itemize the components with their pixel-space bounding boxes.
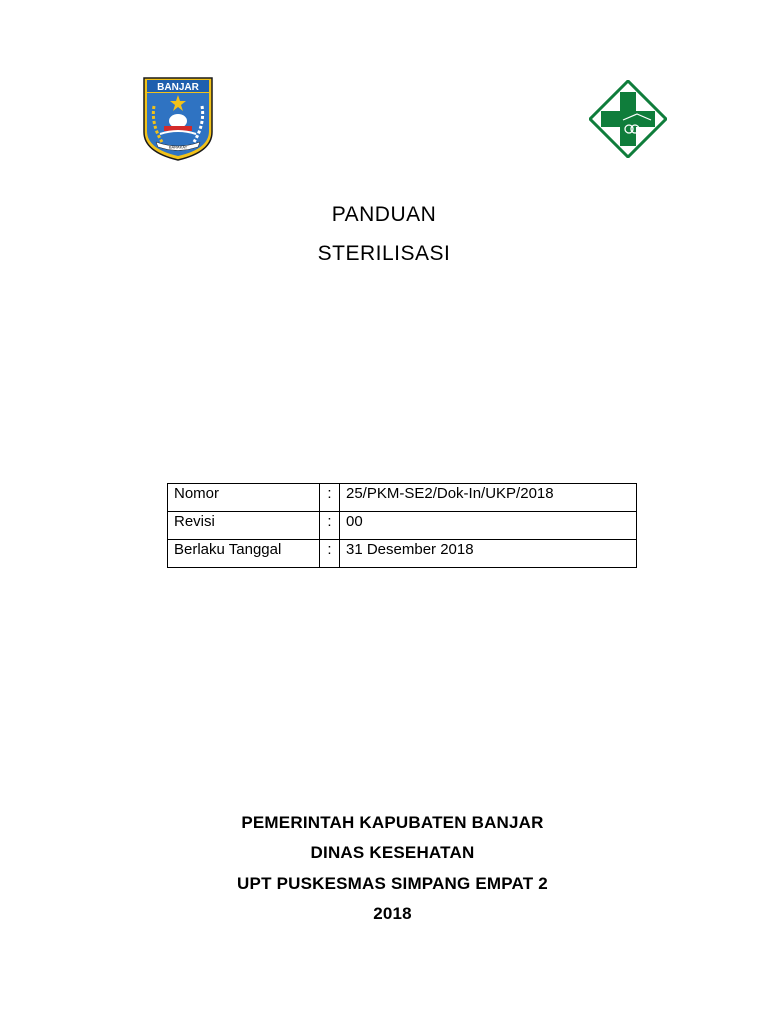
banjar-ribbon-text: BARAKAT bbox=[168, 144, 188, 150]
footer-department: DINAS KESEHATAN bbox=[310, 843, 475, 862]
meta-separator: : bbox=[320, 512, 340, 540]
meta-value-nomor: 25/PKM-SE2/Dok-In/UKP/2018 bbox=[340, 484, 637, 512]
health-cross-icon bbox=[589, 80, 667, 158]
kemenkes-logo bbox=[589, 80, 667, 158]
banjar-logo-text: BANJAR bbox=[157, 82, 199, 93]
footer-year: 2018 bbox=[373, 904, 412, 923]
meta-value-revisi: 00 bbox=[340, 512, 637, 540]
document-title-line1: PANDUAN bbox=[331, 203, 437, 226]
meta-separator: : bbox=[320, 540, 340, 568]
banjar-regency-logo bbox=[142, 76, 214, 162]
meta-label-revisi: Revisi bbox=[168, 512, 320, 540]
table-row bbox=[168, 512, 637, 540]
footer-puskesmas: UPT PUSKESMAS SIMPANG EMPAT 2 bbox=[237, 874, 548, 893]
table-row bbox=[168, 484, 637, 512]
meta-value-berlaku-tanggal: 31 Desember 2018 bbox=[340, 540, 637, 568]
table-row bbox=[168, 540, 637, 568]
meta-label-berlaku-tanggal: Berlaku Tanggal bbox=[168, 540, 320, 568]
footer-government: PEMERINTAH KAPUBATEN BANJAR bbox=[241, 813, 544, 832]
document-title-line2: STERILISASI bbox=[317, 242, 451, 265]
document-meta-table bbox=[167, 483, 637, 568]
meta-separator: : bbox=[320, 484, 340, 512]
banjar-emblem-icon bbox=[142, 76, 214, 162]
meta-label-nomor: Nomor bbox=[168, 484, 320, 512]
